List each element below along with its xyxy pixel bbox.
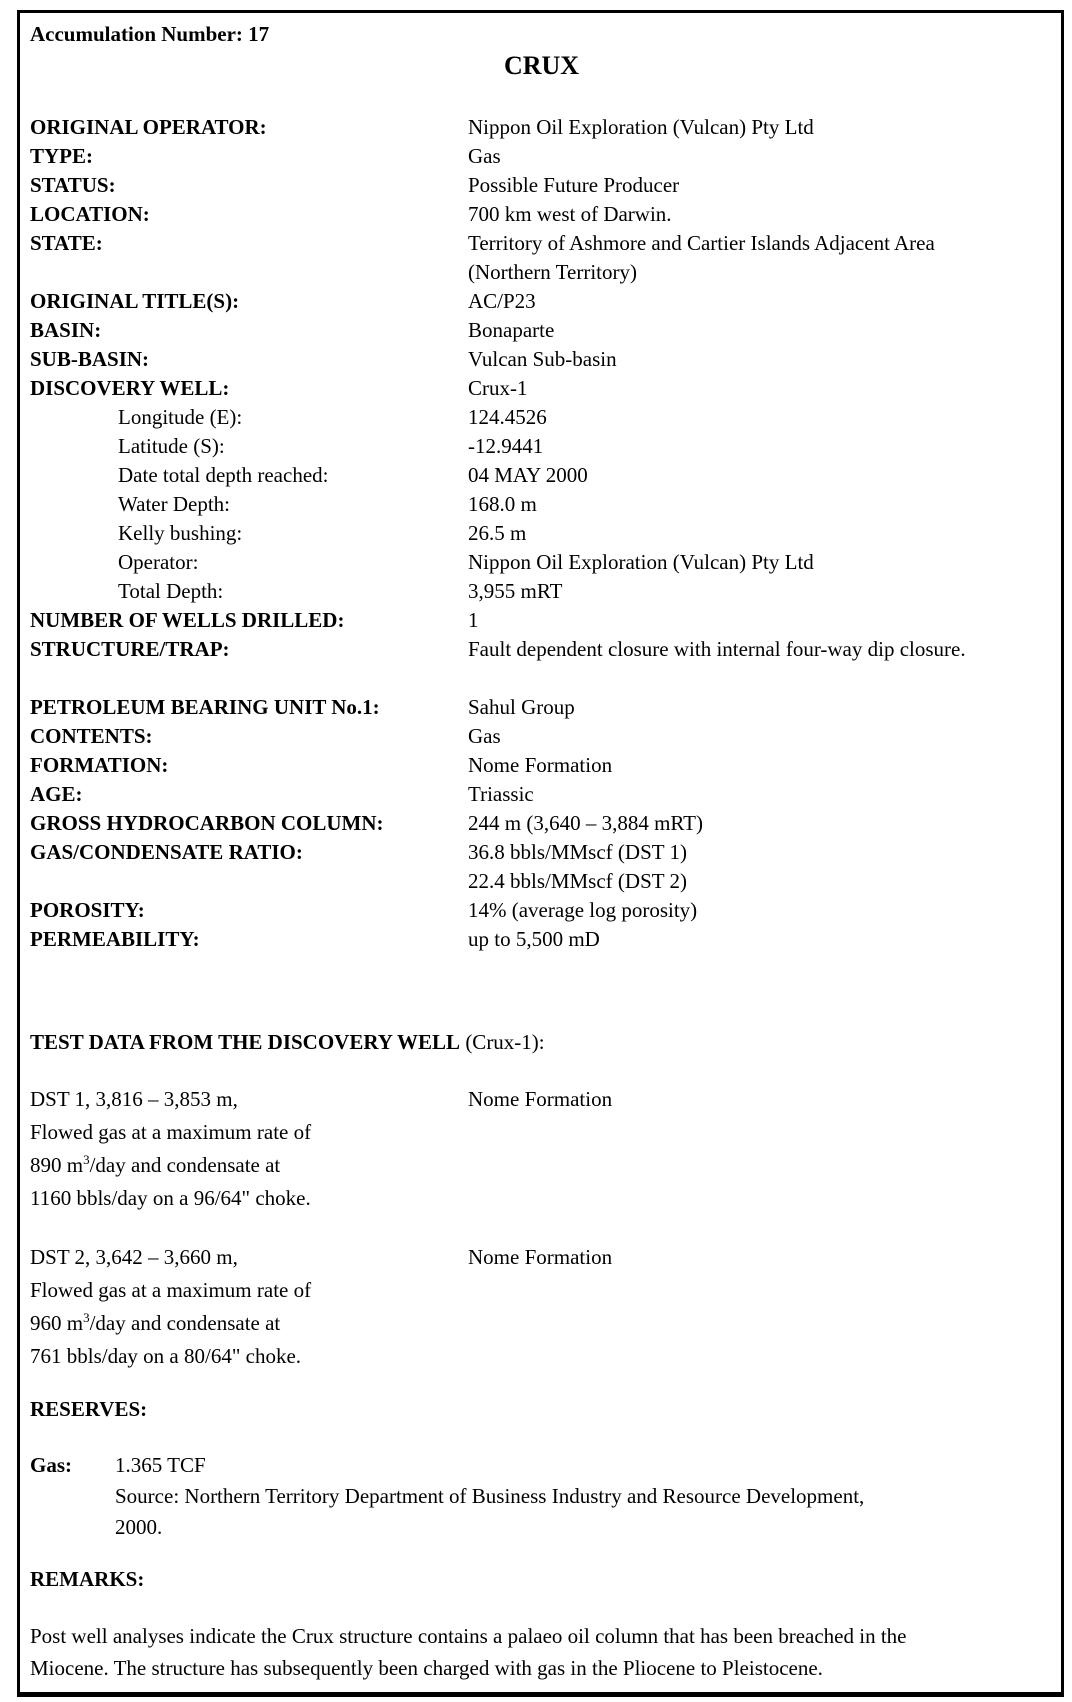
field-row <box>30 896 1053 925</box>
field-label: Date total depth reached: <box>118 463 329 487</box>
dst1-rate-superscript: 3 <box>83 1152 90 1167</box>
field-label: LOCATION: <box>30 202 150 226</box>
field-row <box>30 403 1053 432</box>
page-border-frame <box>17 10 1064 1697</box>
dst2-rate-post: /day and condensate at <box>89 1311 281 1335</box>
field-row <box>30 809 1053 838</box>
field-label: Kelly bushing: <box>118 521 243 545</box>
field-row <box>30 345 1053 374</box>
field-label: TYPE: <box>30 144 93 168</box>
remarks-line1: Post well analyses indicate the Crux structure contains a palaeo oil column that has been breached in the <box>30 1624 907 1648</box>
field-value: 168.0 m <box>468 492 537 516</box>
field-label: STRUCTURE/TRAP: <box>30 637 230 661</box>
field-value: up to 5,500 mD <box>468 927 600 951</box>
field-row <box>30 780 1053 809</box>
field-label: BASIN: <box>30 318 102 342</box>
test-data-heading-bold: TEST DATA FROM THE DISCOVERY WELL <box>30 1030 461 1054</box>
field-value: 1 <box>468 608 479 632</box>
field-row <box>30 635 1053 664</box>
field-row <box>30 171 1053 200</box>
test-data-heading-suffix: (Crux-1): <box>460 1030 545 1054</box>
field-value: 26.5 m <box>468 521 527 545</box>
dst1-formation: Nome Formation <box>468 1087 613 1111</box>
field-label: SUB-BASIN: <box>30 347 150 371</box>
dst1-choke-line: 1160 bbls/day on a 96/64" choke. <box>30 1186 311 1210</box>
field-row <box>30 432 1053 461</box>
field-label: Latitude (S): <box>118 434 225 458</box>
field-row <box>30 287 1053 316</box>
reserves-source-line2: 2000. <box>115 1515 163 1539</box>
test-data-heading <box>30 1028 1053 1057</box>
field-label: STATUS: <box>30 173 116 197</box>
reserves-gas-label: Gas: <box>30 1453 72 1477</box>
field-row <box>30 838 1053 896</box>
field-row <box>30 751 1053 780</box>
field-row <box>30 577 1053 606</box>
dst1-rate-line <box>30 1149 468 1182</box>
field-label: ORIGINAL OPERATOR: <box>30 115 267 139</box>
field-label: GROSS HYDROCARBON COLUMN: <box>30 811 384 835</box>
remarks-text <box>30 1620 1053 1684</box>
dst2-choke-line: 761 bbls/day on a 80/64" choke. <box>30 1344 302 1368</box>
field-label: Operator: <box>118 550 199 574</box>
remarks-line2: Miocene. The structure has subsequently been charged with gas in the Pliocene to Pleistocene. <box>30 1656 823 1680</box>
field-label: PETROLEUM BEARING UNIT No.1: <box>30 695 380 719</box>
field-row <box>30 722 1053 751</box>
field-row <box>30 548 1053 577</box>
dst2-rate-pre: 960 m <box>30 1311 84 1335</box>
field-label: FORMATION: <box>30 753 169 777</box>
field-label: STATE: <box>30 231 103 255</box>
dst2-block <box>30 1241 1053 1373</box>
field-value: AC/P23 <box>468 289 536 313</box>
remarks-heading: REMARKS: <box>30 1567 145 1591</box>
field-value: 3,955 mRT <box>468 579 563 603</box>
dst2-rate-superscript: 3 <box>83 1310 90 1325</box>
field-value: 14% (average log porosity) <box>468 898 698 922</box>
field-value: Nippon Oil Exploration (Vulcan) Pty Ltd <box>468 115 814 139</box>
field-label: ORIGINAL TITLE(S): <box>30 289 240 313</box>
field-label: Longitude (E): <box>118 405 243 429</box>
accumulation-number: Accumulation Number: 17 <box>30 22 270 46</box>
field-row <box>30 490 1053 519</box>
field-value: 124.4526 <box>468 405 547 429</box>
field-value: Gas <box>468 724 501 748</box>
field-label: POROSITY: <box>30 898 145 922</box>
field-value: Bonaparte <box>468 318 555 342</box>
dst1-rate-post: /day and condensate at <box>89 1153 281 1177</box>
page-title: CRUX <box>503 51 580 80</box>
field-label: NUMBER OF WELLS DRILLED: <box>30 608 345 632</box>
field-value: Territory of Ashmore and Cartier Islands Adjacent Area (Northern Territory) <box>468 231 935 284</box>
field-row <box>30 113 1053 142</box>
dst1-interval: DST 1, 3,816 – 3,853 m, <box>30 1087 238 1111</box>
field-label: GAS/CONDENSATE RATIO: <box>30 840 303 864</box>
field-label: AGE: <box>30 782 83 806</box>
field-label: Water Depth: <box>118 492 231 516</box>
field-row <box>30 316 1053 345</box>
field-value: 700 km west of Darwin. <box>468 202 672 226</box>
unit-fields <box>30 693 1053 954</box>
reserves-gas-row <box>30 1450 1053 1543</box>
reserves-gas-amount: 1.365 TCF <box>115 1453 206 1477</box>
dst1-flow-line: Flowed gas at a maximum rate of <box>30 1120 312 1144</box>
field-value: Sahul Group <box>468 695 575 719</box>
dst1-details <box>30 1083 468 1215</box>
field-value: 36.8 bbls/MMscf (DST 1) 22.4 bbls/MMscf (DST 2) <box>468 840 687 893</box>
dst2-rate-line <box>30 1307 468 1340</box>
field-value: Nippon Oil Exploration (Vulcan) Pty Ltd <box>468 550 814 574</box>
field-value: Crux-1 <box>468 376 528 400</box>
field-label: PERMEABILITY: <box>30 927 200 951</box>
reserves-source-line1: Source: Northern Territory Department of Business Industry and Resource Development, <box>115 1484 865 1508</box>
field-value: Nome Formation <box>468 753 613 777</box>
dst2-details <box>30 1241 468 1373</box>
field-row <box>30 200 1053 229</box>
field-label: CONTENTS: <box>30 724 153 748</box>
field-row <box>30 142 1053 171</box>
field-value: Triassic <box>468 782 534 806</box>
field-value: 04 MAY 2000 <box>468 463 588 487</box>
reserves-heading: RESERVES: <box>30 1397 148 1421</box>
dst1-block <box>30 1083 1053 1215</box>
dst2-interval: DST 2, 3,642 – 3,660 m, <box>30 1245 238 1269</box>
field-label: DISCOVERY WELL: <box>30 376 230 400</box>
field-value: Gas <box>468 144 501 168</box>
general-fields <box>30 113 1053 664</box>
field-value: -12.9441 <box>468 434 544 458</box>
field-value: 244 m (3,640 – 3,884 mRT) <box>468 811 703 835</box>
dst2-formation: Nome Formation <box>468 1245 613 1269</box>
field-row <box>30 693 1053 722</box>
dst2-flow-line: Flowed gas at a maximum rate of <box>30 1278 312 1302</box>
field-row <box>30 606 1053 635</box>
field-label: Total Depth: <box>118 579 224 603</box>
field-row <box>30 374 1053 403</box>
field-row <box>30 925 1053 954</box>
field-row <box>30 229 1053 287</box>
field-value: Vulcan Sub-basin <box>468 347 617 371</box>
dst1-rate-pre: 890 m <box>30 1153 84 1177</box>
field-value: Fault dependent closure with internal four-way dip closure. <box>468 637 966 661</box>
field-row <box>30 519 1053 548</box>
reserves-gas-value <box>115 1450 1053 1543</box>
field-value: Possible Future Producer <box>468 173 680 197</box>
field-row <box>30 461 1053 490</box>
